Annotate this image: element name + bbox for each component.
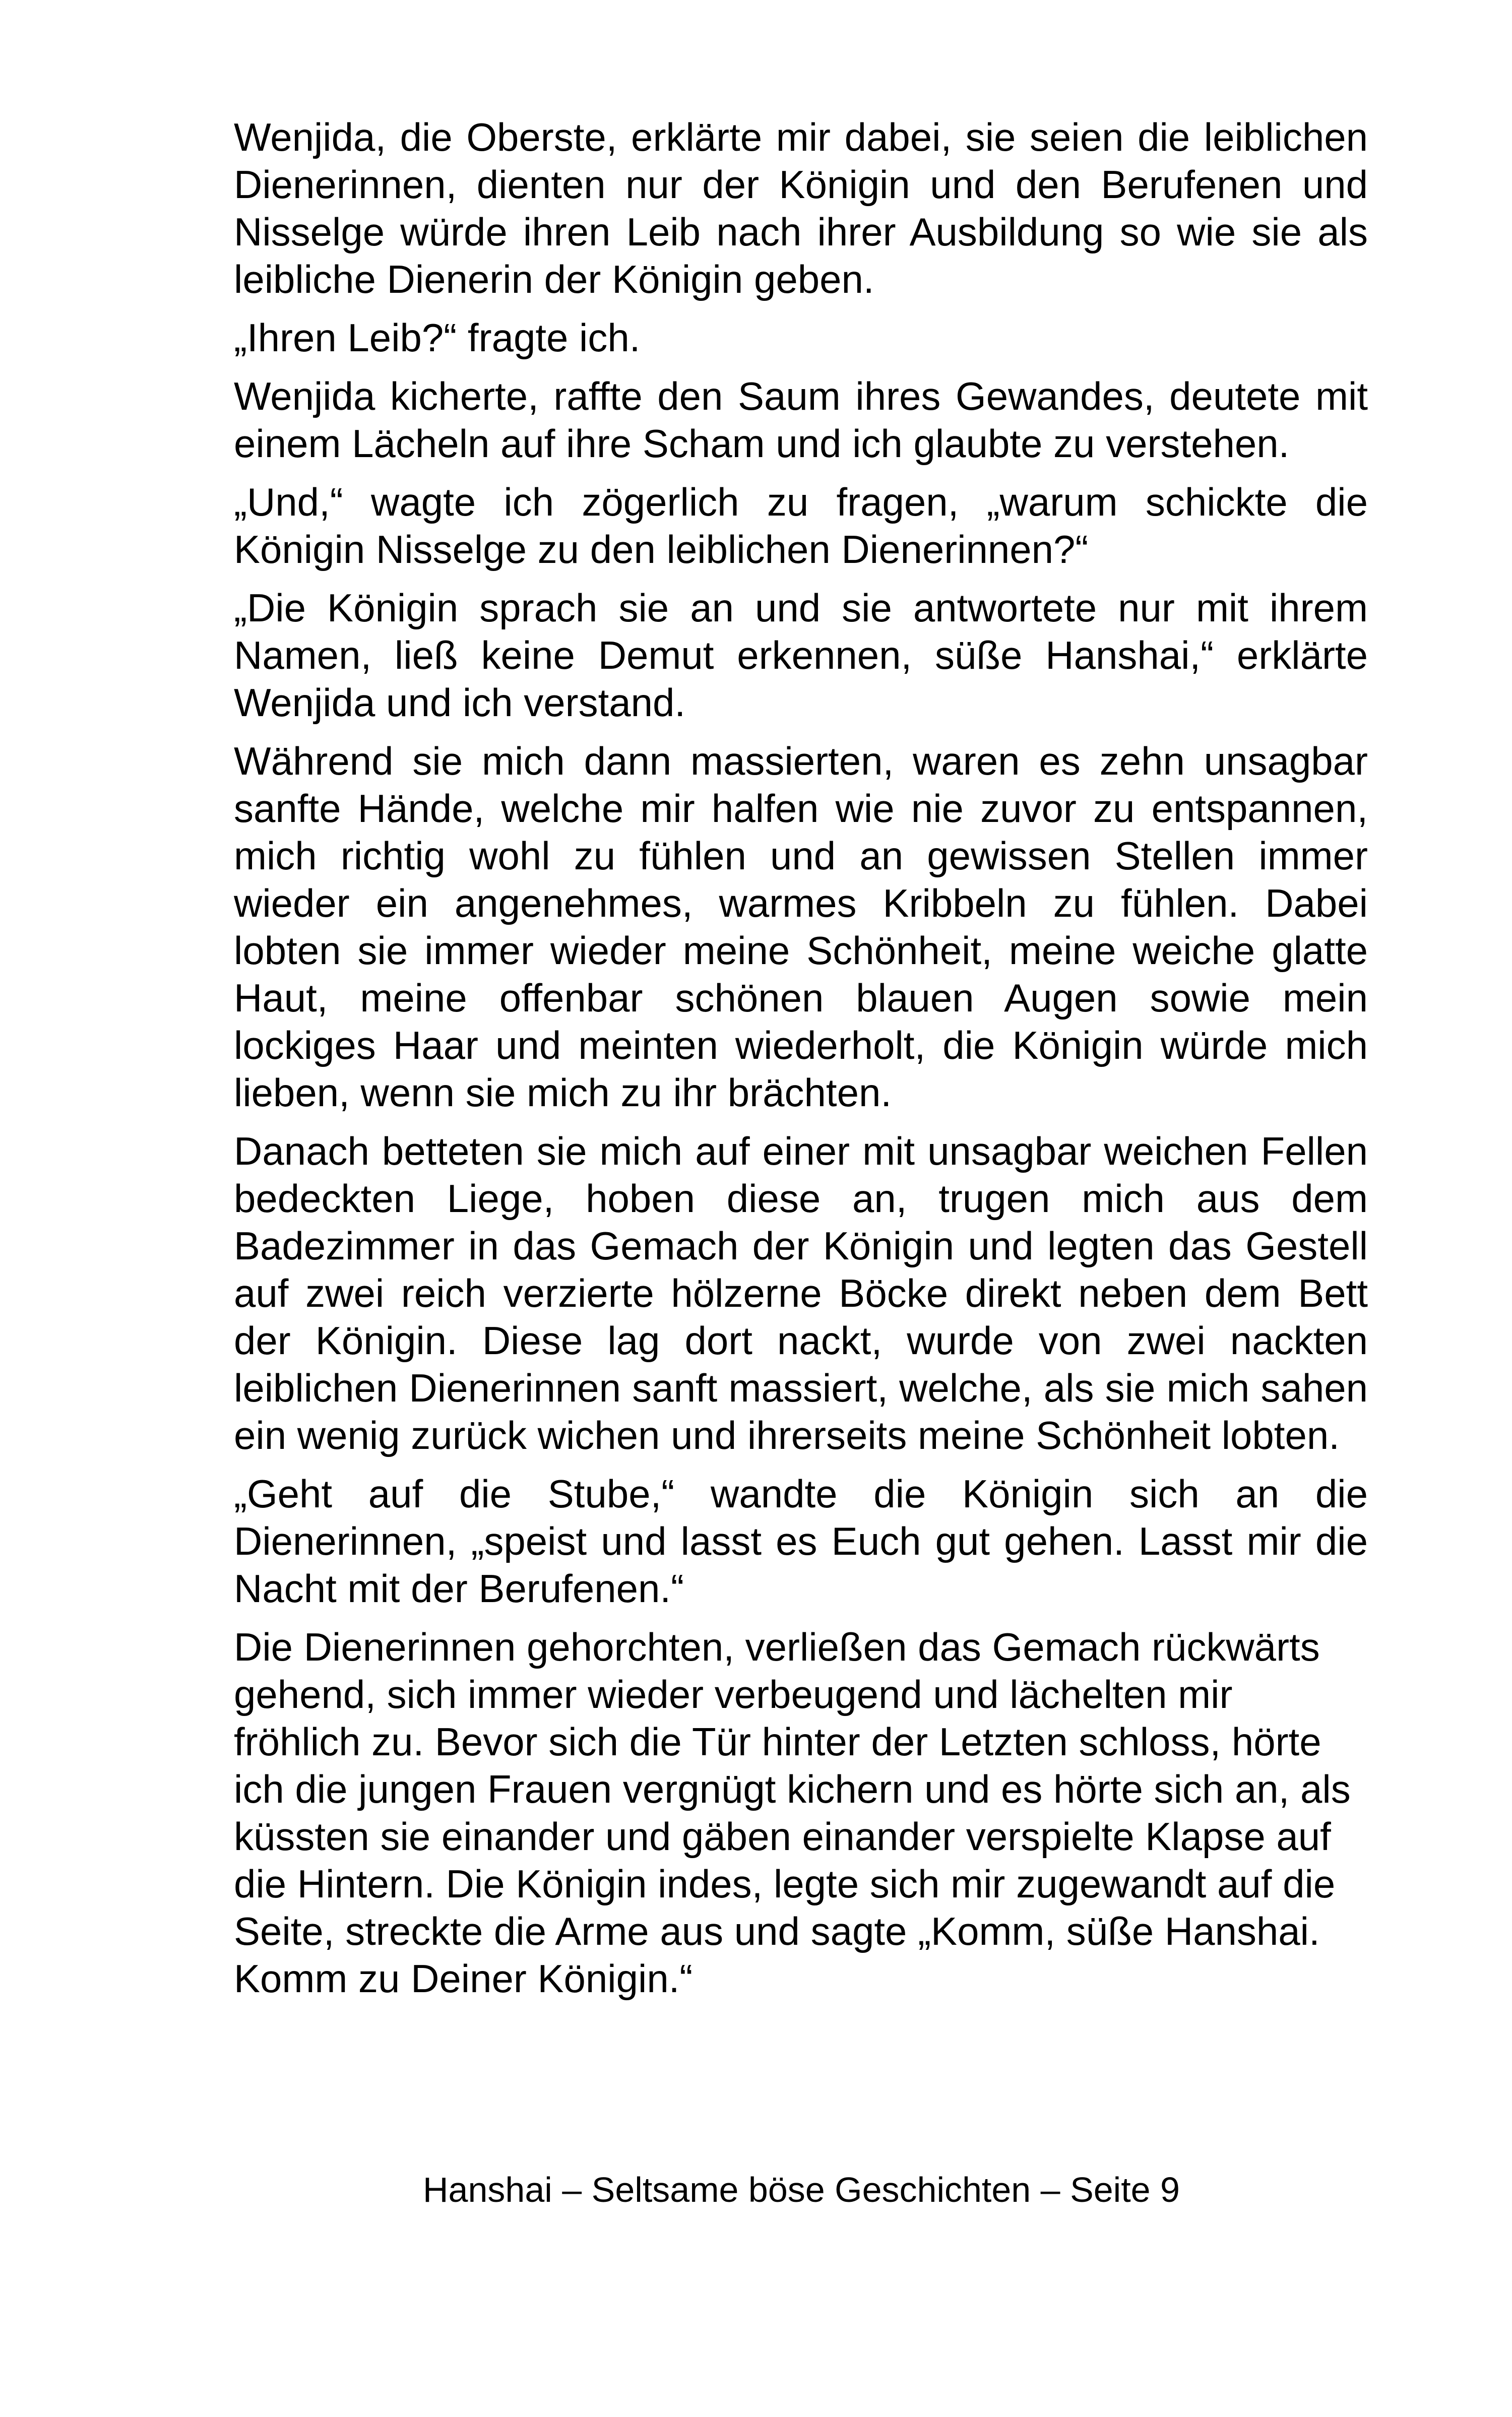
paragraph: Während sie mich dann massierten, waren es zehn unsagbar sanfte Hände, welche mir halfen wie nie zuvor zu entspannen, mich richtig wohl zu fühlen und an gewissen Stellen immer wieder ein angenehmes, warmes Kribbeln zu fühlen. Dabei lobten sie immer wieder meine Schönheit, meine weiche glatte Haut, meine offenbar schönen blauen Augen sowie mein lockiges Haar und meinten wiederholt, die Königin würde mich lieben, wenn sie mich zu ihr brächten. [234,739,1368,1115]
paragraph: Wenjida kicherte, raffte den Saum ihres Gewandes, deutete mit einem Lächeln auf ihre Scham und ich glaubte zu verstehen. [234,374,1368,466]
paragraph: Danach betteten sie mich auf einer mit unsagbar weichen Fellen bedeckten Liege, hoben diese an, trugen mich aus dem Badezimmer in das Gemach der Königin und legten das Gestell auf zwei reich verzierte hölzerne Böcke direkt neben dem Bett der Königin. Diese lag dort nackt, wurde von zwei nackten leiblichen Dienerinnen sanft massiert, welche, als sie mich sahen ein wenig zurück wichen und ihrerseits meine Schönheit lobten. [234,1129,1368,1457]
body-text [234,113,1368,2013]
paragraph: „Ihren Leib?“ fragte ich. [234,315,641,360]
paragraph: Die Dienerinnen gehorchten, verließen das Gemach rückwärts gehend, sich immer wieder verbeugend und lächelten mir fröhlich zu. Bevor sich die Tür hinter der Letzten schloss, hörte ich die jungen Frauen vergnügt kichern und es hörte sich an, als küssten sie einander und gäben einander verspielte Klapse auf die Hintern. Die Königin indes, legte sich mir zugewandt auf die Seite, streckte die Arme aus und sagte „Komm, süße Hanshai. Komm zu Deiner Königin.“ [234,1625,1351,2001]
page-footer: Hanshai – Seltsame böse Geschichten – Seite 9 [423,2170,1180,2209]
paragraph: „Und,“ wagte ich zögerlich zu fragen, „warum schickte die Königin Nisselge zu den leiblichen Dienerinnen?“ [234,480,1368,571]
paragraph: Wenjida, die Oberste, erklärte mir dabei, sie seien die leiblichen Dienerinnen, dienten nur der Königin und den Berufenen und Nisselge würde ihren Leib nach ihrer Ausbildung so wie sie als leibliche Dienerin der Königin geben. [234,115,1368,301]
paragraph: „Die Königin sprach sie an und sie antwortete nur mit ihrem Namen, ließ keine Demut erkennen, süße Hanshai,“ erklärte Wenjida und ich verstand. [234,586,1368,725]
paragraph: „Geht auf die Stube,“ wandte die Königin sich an die Dienerinnen, „speist und lasst es Euch gut gehen. Lasst mir die Nacht mit der Berufenen.“ [234,1472,1368,1611]
